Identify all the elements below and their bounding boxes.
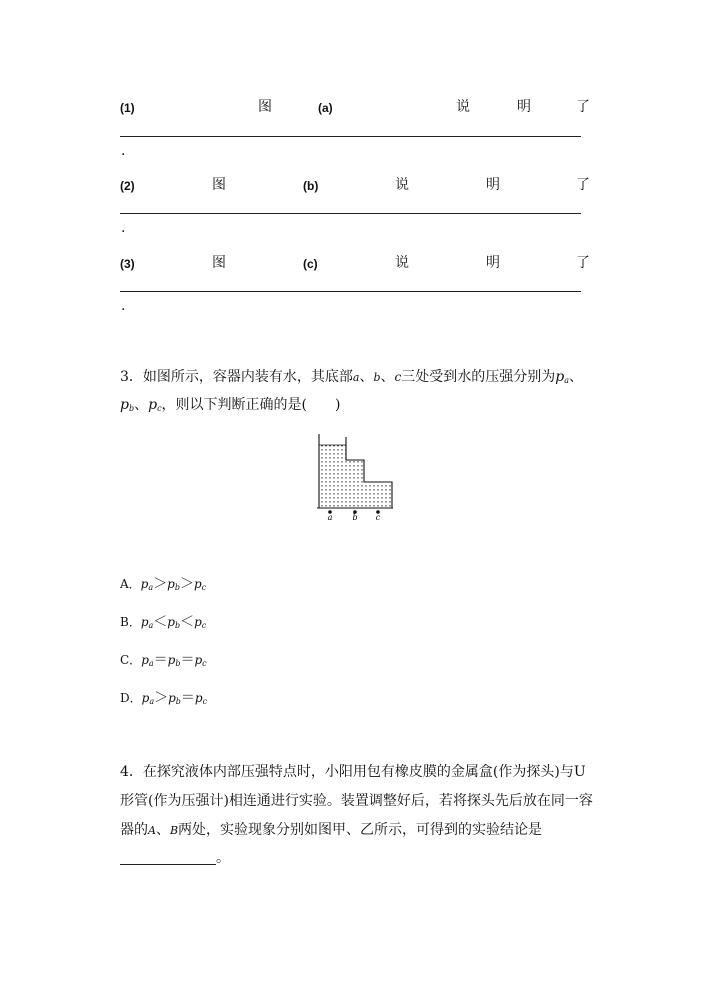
point-c: c [394,370,402,384]
word-shuo: 说 [395,255,409,271]
p-symbol: p [140,577,149,591]
answer-blank-line[interactable] [120,136,581,137]
subscript-c: c [157,404,162,413]
water-fill [319,445,391,508]
subscript: b [174,621,181,630]
position-a: A [148,824,156,837]
p-symbol: p [193,577,202,591]
sep: 、 [359,369,374,385]
option-letter: C． [120,653,142,667]
operator: ＝ [153,652,168,668]
question-4-line2: 形管(作为压强计)相连通进行实验。装置调整好后，若将探头先后放在同一容 [120,793,593,809]
p-symbol: p [168,691,176,705]
subscript-b: b [128,404,135,413]
question-3-stem-line1 [120,367,583,391]
answer-blank-line[interactable] [120,213,581,214]
option-b[interactable] [120,612,206,636]
item-number: (1) [120,101,135,115]
point-a: a [352,371,360,384]
word-tu: 图 [212,177,226,193]
question-4-line3 [120,820,542,841]
figure-ref: (c) [303,257,318,271]
option-letter: D． [120,691,142,705]
word-ming: 明 [486,177,500,193]
p-symbol: p [141,653,149,667]
word-tu: 图 [258,99,272,115]
stem-text: 器的 [120,822,148,838]
pressure-p: p [148,397,158,413]
operator: ＞ [153,576,168,592]
option-d[interactable] [120,688,207,712]
question-3-stem-line2 [120,395,340,419]
end-period: . [121,298,126,314]
subscript: c [202,697,208,706]
p-symbol: p [194,653,203,667]
end-period: . [121,220,126,236]
word-ming: 明 [517,99,531,115]
sep: 、 [155,822,170,838]
stem-text: 三处受到水的压强分别为 [401,369,556,385]
sep: 、 [134,397,149,413]
operator: ＞ [154,690,169,706]
p-symbol: p [167,615,175,629]
figure-ref: (b) [303,179,319,193]
subscript: b [174,583,180,592]
question-4-line4 [120,848,230,868]
word-le: 了 [576,99,590,115]
pressure-p: p [120,397,129,413]
word-shuo: 说 [456,99,470,115]
point-b: b [373,371,381,384]
p-symbol: p [141,691,150,705]
question-4-line1: 4．在探究液体内部压强特点时，小阳用包有橡皮膜的金属盒(作为探头)与U [120,764,586,780]
word-le: 了 [576,255,590,271]
item-number: (2) [120,179,135,193]
sep: 、 [380,369,395,385]
option-letter: B． [120,615,141,629]
end-period: . [121,143,126,159]
answer-blank-line[interactable] [120,291,581,292]
water-container-figure [312,432,398,522]
word-shuo: 说 [395,177,409,193]
figure-ref: (a) [318,101,333,115]
stem-text: 3．如图所示，容器内装有水，其底部 [120,369,353,385]
subscript: c [202,659,207,668]
pressure-p: p [555,369,565,385]
answer-blank[interactable] [120,850,216,865]
subscript: a [148,659,154,668]
label-a: a [327,513,333,522]
subscript-a: a [564,376,569,385]
subscript: c [201,583,207,592]
stem-text: 两处，实验现象分别如图甲、乙所示，可得到的实验结论是 [178,822,543,838]
position-b: B [169,824,179,837]
word-tu: 图 [212,255,226,271]
p-symbol: p [194,615,202,629]
end-mark: 。 [216,850,230,866]
stem-text: ，则以下判断正确的是( ) [161,397,341,413]
subscript: b [175,697,181,706]
subscript: a [148,621,154,630]
option-a[interactable] [120,574,206,598]
p-symbol: p [194,691,203,705]
p-symbol: p [167,653,176,667]
sep: 、 [569,369,583,385]
subscript: a [149,697,155,706]
item-number: (3) [120,257,135,271]
operator: ＜ [180,614,195,630]
operator: ＝ [180,690,195,706]
option-c[interactable] [120,650,207,674]
operator: ＝ [180,652,195,668]
word-le: 了 [576,177,590,193]
p-symbol: p [167,577,175,591]
option-letter: A． [120,577,141,591]
subscript: a [148,583,154,592]
operator: ＞ [179,576,194,592]
word-ming: 明 [486,255,500,271]
label-b: b [352,513,358,522]
label-c: c [375,513,381,522]
subscript: b [175,659,181,668]
subscript: c [201,621,207,630]
operator: ＜ [153,614,168,630]
p-symbol: p [140,615,149,629]
